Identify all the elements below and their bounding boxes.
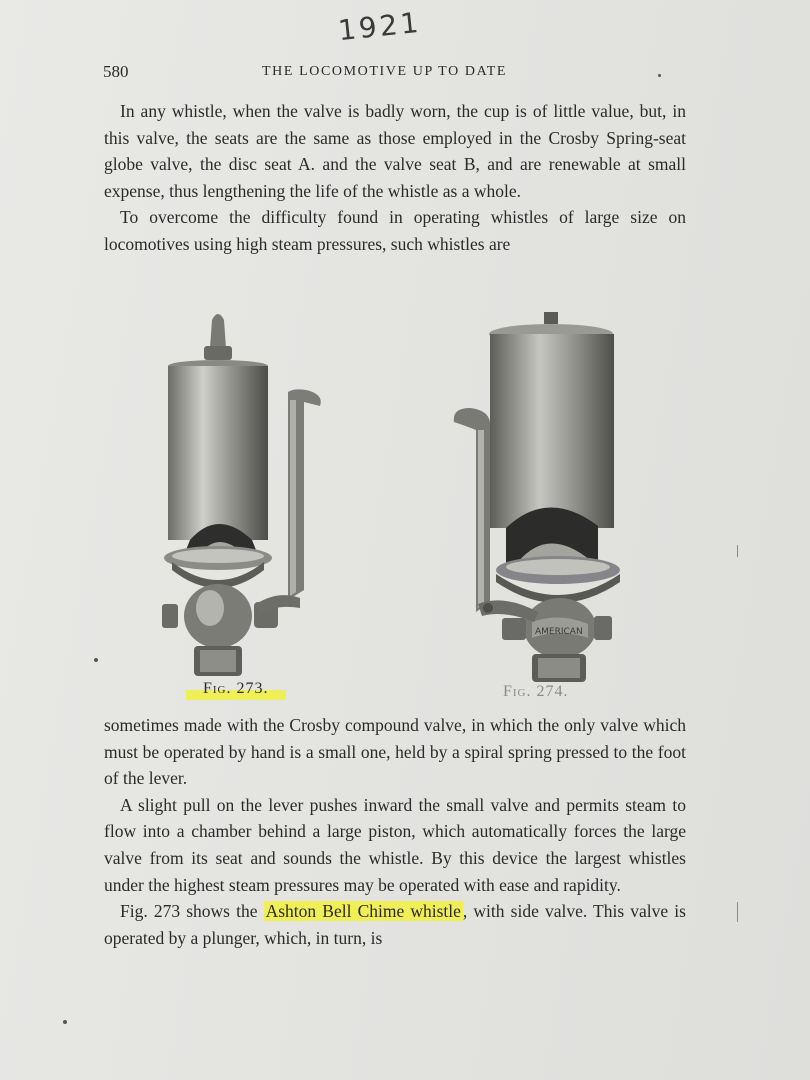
handwritten-year: 1921 <box>336 5 423 48</box>
paper-speck <box>94 658 98 662</box>
bottom-text <box>104 712 686 951</box>
text-run: , with side valve. This valve is operated by a plunger, which, in turn, is <box>104 901 686 948</box>
margin-mark <box>737 545 738 557</box>
paragraph: A slight pull on the lever pushes inward the small valve and permits steam to flow into a chamber behind a large piston, which automatically forces the large valve from its seat and sounds the whistle. By this device the largest whistles under the highest steam pressures may be operated with ease and rapidity. <box>104 794 686 895</box>
paragraph: sometimes made with the Crosby compound valve, in which the only valve which must be operated by hand is a small one, held by a spiral spring pressed to the foot of the lever. <box>104 715 686 789</box>
text-run: Fig. 273 shows the <box>120 901 264 922</box>
running-head: THE LOCOMOTIVE UP TO DATE <box>262 64 508 79</box>
top-text <box>104 98 686 258</box>
valve-stamp-text: AMERICAN <box>535 627 583 637</box>
highlighted-phrase: Ashton Bell Chime whistle <box>265 901 461 922</box>
paper-speck <box>658 74 661 77</box>
page-number: 580 <box>103 62 129 81</box>
paragraph: In any whistle, when the valve is badly worn, the cup is of little value, but, in this valve, the seats are the same as those employed in the Crosby Spring-seat globe valve, the disc seat A. and the valve seat B, and are renewable at small expense, thus lengthening the life of the whistle as a whole. <box>104 101 686 201</box>
margin-mark <box>737 902 738 922</box>
figure-274-illustration <box>448 312 630 684</box>
figure-274-caption: Fig. 274. <box>503 683 569 700</box>
figure-273-caption: Fig. 273. <box>203 680 269 697</box>
paragraph: To overcome the difficulty found in operating whistles of large size on locomotives using high steam pressures, such whistles are <box>104 207 686 254</box>
paper-speck <box>63 1020 67 1024</box>
paragraph-highlighted <box>104 898 686 951</box>
figure-273-illustration <box>160 308 330 680</box>
